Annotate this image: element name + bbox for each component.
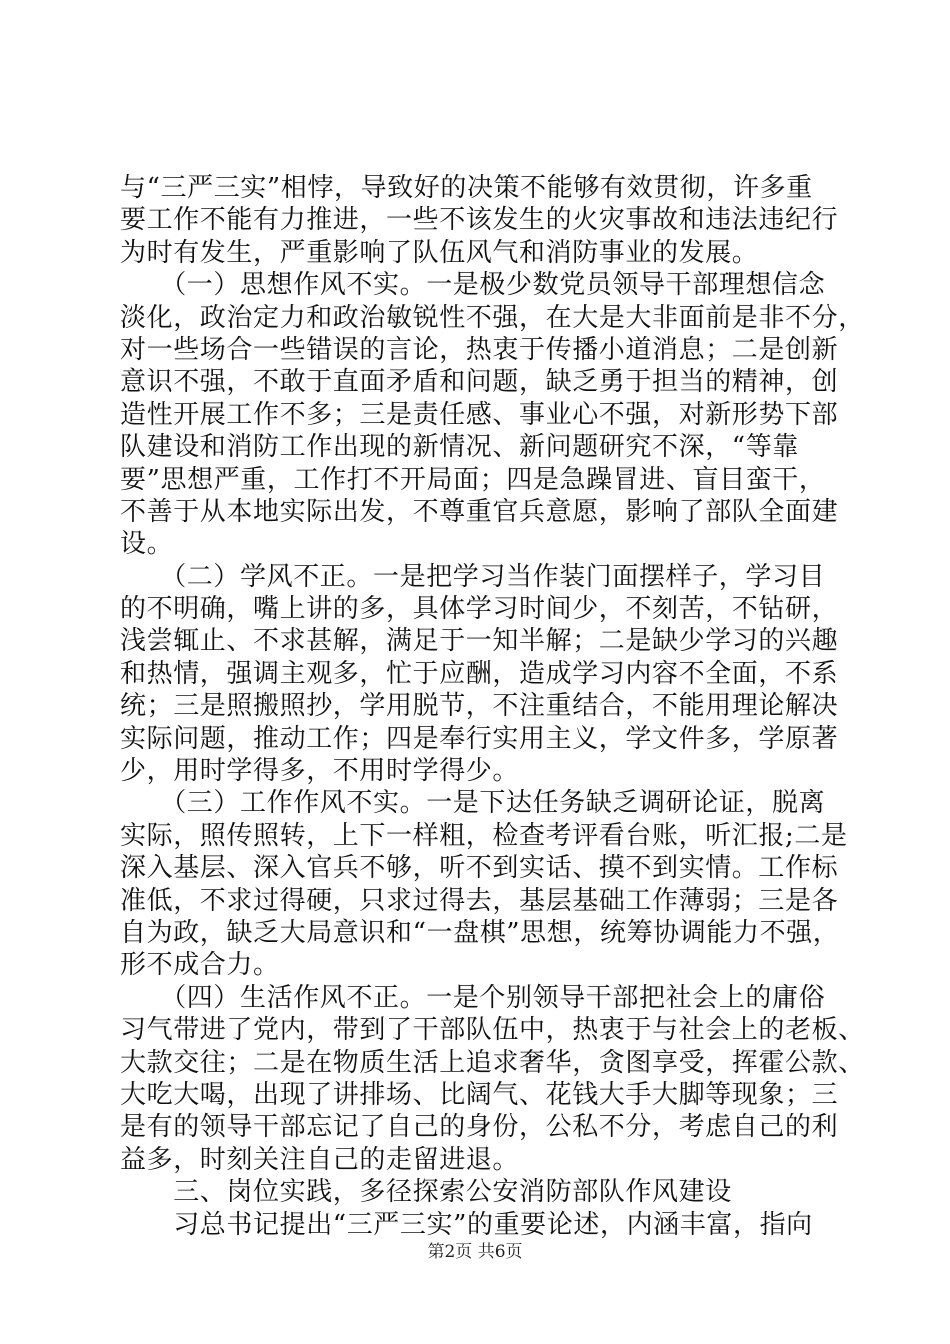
text-line: 对一些场合一些错误的言论，热衷于传播小道消息；二是创新 xyxy=(120,334,839,365)
text-line: 为时有发生，严重影响了队伍风气和消防事业的发展。 xyxy=(120,237,759,268)
page-number-footer: 第2页 共6页 xyxy=(427,1242,523,1262)
text-line: 习气带进了党内，带到了干部队伍中，热衷于与社会上的老板、 xyxy=(120,1015,865,1046)
text-line: 不善于从本地实际出发，不尊重官兵意愿，影响了部队全面建 xyxy=(120,496,839,527)
text-line: 要工作不能有力推进，一些不该发生的火灾事故和违法违纪行 xyxy=(120,205,839,236)
text-line: 意识不强，不敢于直面矛盾和问题，缺乏勇于担当的精神，创 xyxy=(120,367,839,398)
text-line: 实际问题，推动工作；四是奉行实用主义，学文件多，学原著 xyxy=(120,723,839,754)
text-line: （一）思想作风不实。一是极少数党员领导干部理想信念 xyxy=(120,270,826,301)
text-line: 统；三是照搬照抄，学用脱节，不注重结合，不能用理论解决 xyxy=(120,691,839,722)
text-line: （四）生活作风不正。一是个别领导干部把社会上的庸俗 xyxy=(120,982,826,1013)
text-line: 大吃大喝，出现了讲排场、比阔气、花钱大手大脚等现象；三 xyxy=(120,1079,839,1110)
text-line: 准低，不求过得硬，只求过得去，基层基础工作薄弱；三是各 xyxy=(120,885,839,916)
text-line: 要”思想严重，工作打不开局面；四是急躁冒进、盲目蛮干， xyxy=(120,464,826,495)
text-line: 三、岗位实践，多径探索公安消防部队作风建设 xyxy=(120,1177,732,1208)
text-line: 大款交往；二是在物质生活上追求奢华，贪图享受，挥霍公款、 xyxy=(120,1047,865,1078)
text-line: 是有的领导干部忘记了自己的身份，公私不分，考虑自己的利 xyxy=(120,1112,839,1143)
text-line: 浅尝辄止、不求甚解，满足于一知半解；二是缺少学习的兴趣 xyxy=(120,626,839,657)
text-line: 少，用时学得多，不用时学得少。 xyxy=(120,756,520,787)
text-line: 与“三严三实”相悖，导致好的决策不能够有效贯彻，许多重 xyxy=(120,173,813,203)
body-text xyxy=(120,172,865,1241)
text-line: 设。 xyxy=(120,529,174,560)
text-line: 自为政，缺乏大局意识和“一盘棋”思想，统筹协调能力不强， xyxy=(120,917,840,948)
text-line: （三）工作作风不实。一是下达任务缺乏调研论证，脱离 xyxy=(120,788,826,819)
text-line: 和热情，强调主观多，忙于应酬，造成学习内容不全面，不系 xyxy=(120,658,839,689)
text-line: 益多，时刻关注自己的走留进退。 xyxy=(120,1144,520,1175)
text-line: 形不成合力。 xyxy=(120,950,280,981)
text-line: 实际，照传照转，上下一样粗，检查考评看台账，听汇报;二是 xyxy=(120,820,848,851)
text-line: 造性开展工作不多；三是责任感、事业心不强，对新形势下部 xyxy=(120,399,839,430)
text-line: 的不明确，嘴上讲的多，具体学习时间少，不刻苦，不钻研， xyxy=(120,594,839,625)
text-line: 习总书记提出“三严三实”的重要论述，内涵丰富，指向 xyxy=(120,1209,813,1240)
text-line: 淡化，政治定力和政治敏锐性不强，在大是大非面前是非不分， xyxy=(120,302,865,333)
text-line: 队建设和消防工作出现的新情况、新问题研究不深，“等靠 xyxy=(120,432,799,463)
text-line: 深入基层、深入官兵不够，听不到实话、摸不到实情。工作标 xyxy=(120,853,839,884)
text-line: （二）学风不正。一是把学习当作装门面摆样子，学习目 xyxy=(120,561,826,592)
